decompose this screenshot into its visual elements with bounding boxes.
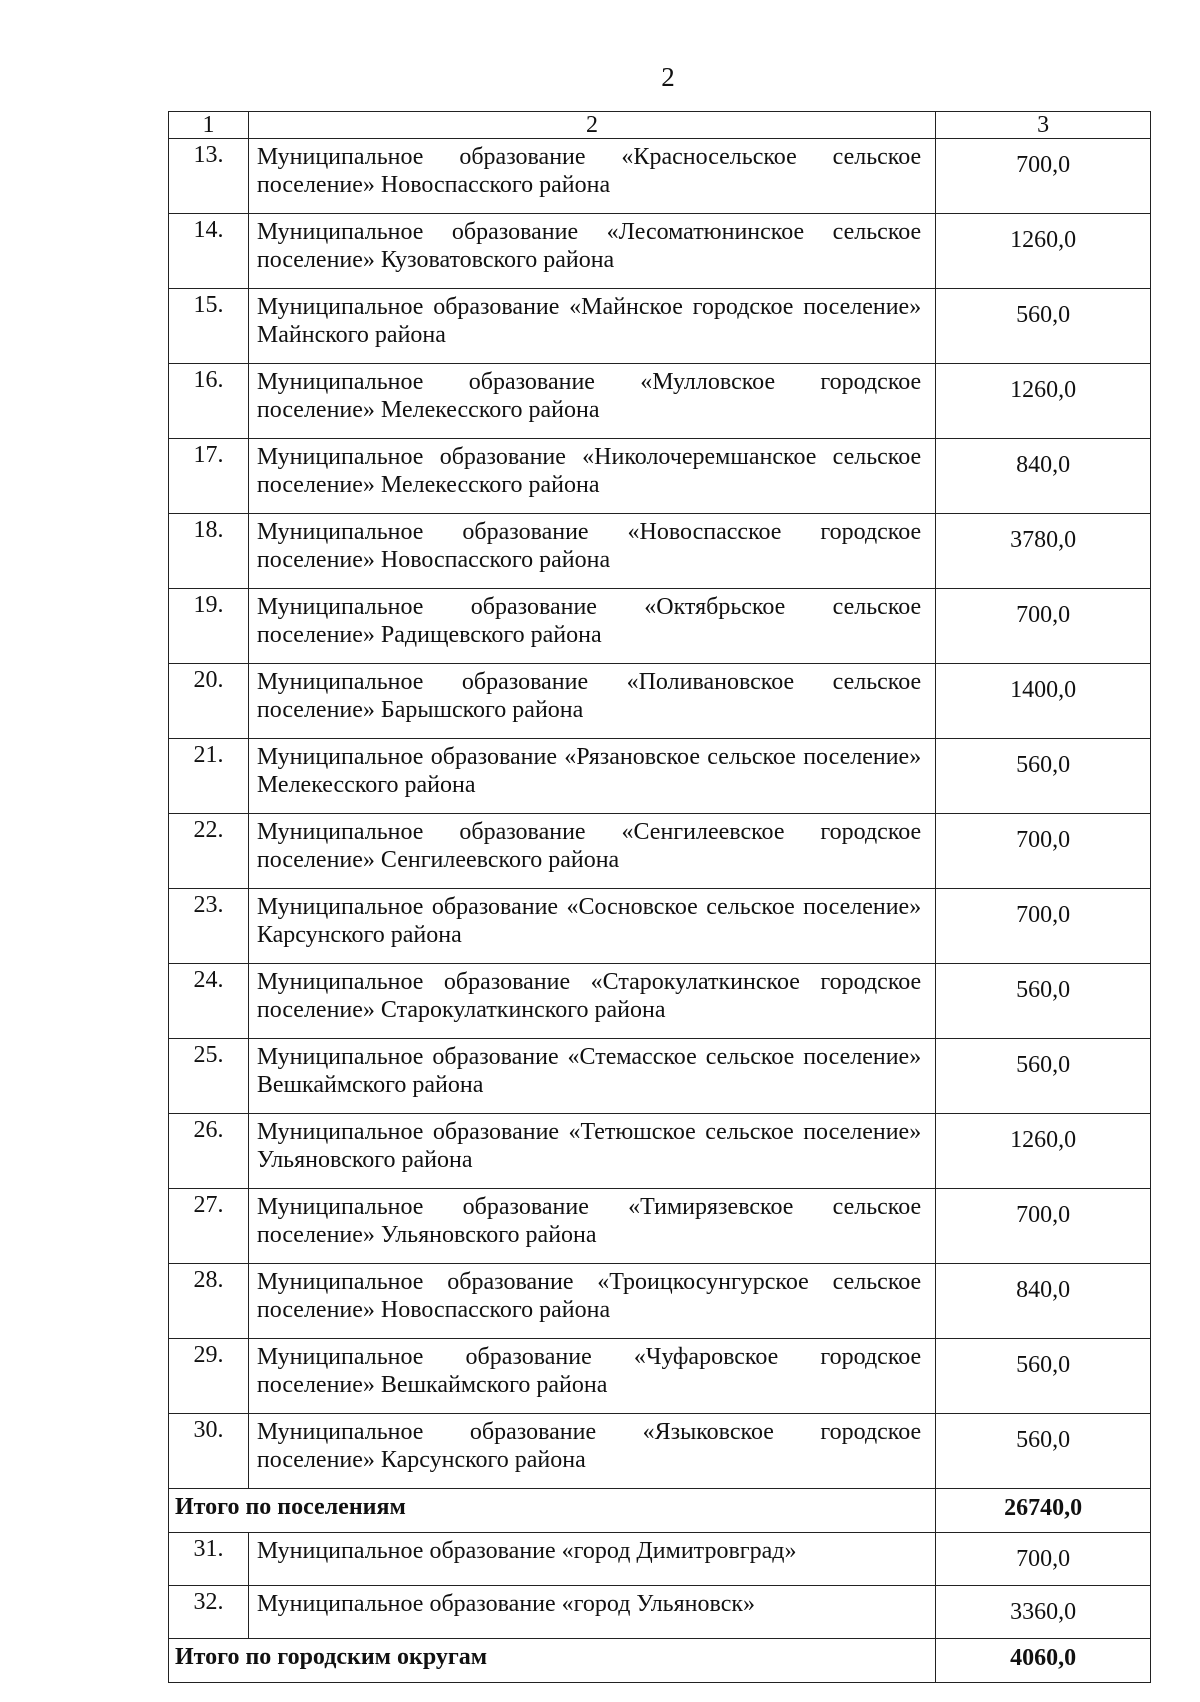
row-amount: 700,0 — [936, 1533, 1151, 1586]
row-name: Муниципальное образование «город Димитровград» — [248, 1533, 935, 1586]
row-name: Муниципальное образование «Поливановское сельское поселение» Барышского района — [248, 664, 935, 739]
row-number: 29. — [169, 1339, 249, 1414]
row-number: 15. — [169, 289, 249, 364]
table-header-row — [169, 112, 1151, 139]
table-row — [169, 439, 1151, 514]
table-row — [169, 814, 1151, 889]
row-name: Муниципальное образование «Чуфаровское городское поселение» Вешкаймского района — [248, 1339, 935, 1414]
row-amount: 560,0 — [936, 964, 1151, 1039]
table-row — [169, 1264, 1151, 1339]
row-name: Муниципальное образование «Николочеремшанское сельское поселение» Мелекесского района — [248, 439, 935, 514]
row-name: Муниципальное образование «Старокулаткинское городское поселение» Старокулаткинского района — [248, 964, 935, 1039]
table-row — [169, 214, 1151, 289]
table-row — [169, 589, 1151, 664]
row-number: 22. — [169, 814, 249, 889]
row-amount: 560,0 — [936, 289, 1151, 364]
row-amount: 3780,0 — [936, 514, 1151, 589]
row-number: 16. — [169, 364, 249, 439]
row-number: 31. — [169, 1533, 249, 1586]
total-settlements-row-amount: 26740,0 — [936, 1489, 1151, 1533]
row-amount: 840,0 — [936, 1264, 1151, 1339]
table-row — [169, 514, 1151, 589]
table-row — [169, 889, 1151, 964]
row-name: Муниципальное образование «Троицкосунгурское сельское поселение» Новоспасского района — [248, 1264, 935, 1339]
row-number: 24. — [169, 964, 249, 1039]
total-settlements-row-label: Итого по поселениям — [169, 1489, 936, 1533]
row-name: Муниципальное образование «Стемасское сельское поселение» Вешкаймского района — [248, 1039, 935, 1114]
row-name: Муниципальное образование «Тимирязевское сельское поселение» Ульяновского района — [248, 1189, 935, 1264]
table-row — [169, 1339, 1151, 1414]
total-settlements-row — [169, 1489, 1151, 1533]
row-name: Муниципальное образование «Сосновское сельское поселение» Карсунского района — [248, 889, 935, 964]
table-row — [169, 1039, 1151, 1114]
row-number: 20. — [169, 664, 249, 739]
row-amount: 560,0 — [936, 739, 1151, 814]
row-name: Муниципальное образование «Майнское городское поселение» Майнского района — [248, 289, 935, 364]
header-cell-2: 2 — [248, 112, 935, 139]
row-number: 18. — [169, 514, 249, 589]
row-amount: 1260,0 — [936, 214, 1151, 289]
row-name: Муниципальное образование «Языковское городское поселение» Карсунского района — [248, 1414, 935, 1489]
row-name: Муниципальное образование «Мулловское городское поселение» Мелекесского района — [248, 364, 935, 439]
row-amount: 700,0 — [936, 589, 1151, 664]
row-number: 23. — [169, 889, 249, 964]
row-number: 26. — [169, 1114, 249, 1189]
row-number: 30. — [169, 1414, 249, 1489]
row-number: 21. — [169, 739, 249, 814]
row-number: 14. — [169, 214, 249, 289]
page-number: 2 — [661, 62, 675, 92]
row-name: Муниципальное образование «Сенгилеевское городское поселение» Сенгилеевского района — [248, 814, 935, 889]
table-row — [169, 364, 1151, 439]
row-name: Муниципальное образование «Новоспасское городское поселение» Новоспасского района — [248, 514, 935, 589]
row-number: 32. — [169, 1586, 249, 1639]
table-row — [169, 1533, 1151, 1586]
table-row — [169, 964, 1151, 1039]
row-amount: 700,0 — [936, 889, 1151, 964]
row-name: Муниципальное образование «Красносельское сельское поселение» Новоспасского района — [248, 139, 935, 214]
row-name: Муниципальное образование «Октябрьское сельское поселение» Радищевского района — [248, 589, 935, 664]
table-row — [169, 289, 1151, 364]
row-number: 17. — [169, 439, 249, 514]
row-name: Муниципальное образование «Лесоматюнинское сельское поселение» Кузоватовского района — [248, 214, 935, 289]
row-amount: 1400,0 — [936, 664, 1151, 739]
row-amount: 3360,0 — [936, 1586, 1151, 1639]
row-number: 25. — [169, 1039, 249, 1114]
allocation-table — [168, 111, 1151, 1683]
row-name: Муниципальное образование «Рязановское сельское поселение» Мелекесского района — [248, 739, 935, 814]
table-row — [169, 1114, 1151, 1189]
row-name: Муниципальное образование «Тетюшское сельское поселение» Ульяновского района — [248, 1114, 935, 1189]
table-row — [169, 139, 1151, 214]
row-amount: 700,0 — [936, 139, 1151, 214]
table-row — [169, 1189, 1151, 1264]
row-amount: 840,0 — [936, 439, 1151, 514]
row-name: Муниципальное образование «город Ульяновск» — [248, 1586, 935, 1639]
table-row — [169, 664, 1151, 739]
row-amount: 700,0 — [936, 1189, 1151, 1264]
table-row — [169, 1586, 1151, 1639]
row-number: 19. — [169, 589, 249, 664]
total-cities-row-amount: 4060,0 — [936, 1639, 1151, 1683]
row-number: 27. — [169, 1189, 249, 1264]
table-row — [169, 1414, 1151, 1489]
header-cell-3: 3 — [936, 112, 1151, 139]
header-cell-1: 1 — [169, 112, 249, 139]
row-amount: 1260,0 — [936, 1114, 1151, 1189]
row-number: 28. — [169, 1264, 249, 1339]
total-cities-row-label: Итого по городским округам — [169, 1639, 936, 1683]
table-row — [169, 739, 1151, 814]
row-amount: 700,0 — [936, 814, 1151, 889]
row-amount: 560,0 — [936, 1339, 1151, 1414]
row-number: 13. — [169, 139, 249, 214]
row-amount: 560,0 — [936, 1039, 1151, 1114]
row-amount: 1260,0 — [936, 364, 1151, 439]
total-cities-row — [169, 1639, 1151, 1683]
row-amount: 560,0 — [936, 1414, 1151, 1489]
